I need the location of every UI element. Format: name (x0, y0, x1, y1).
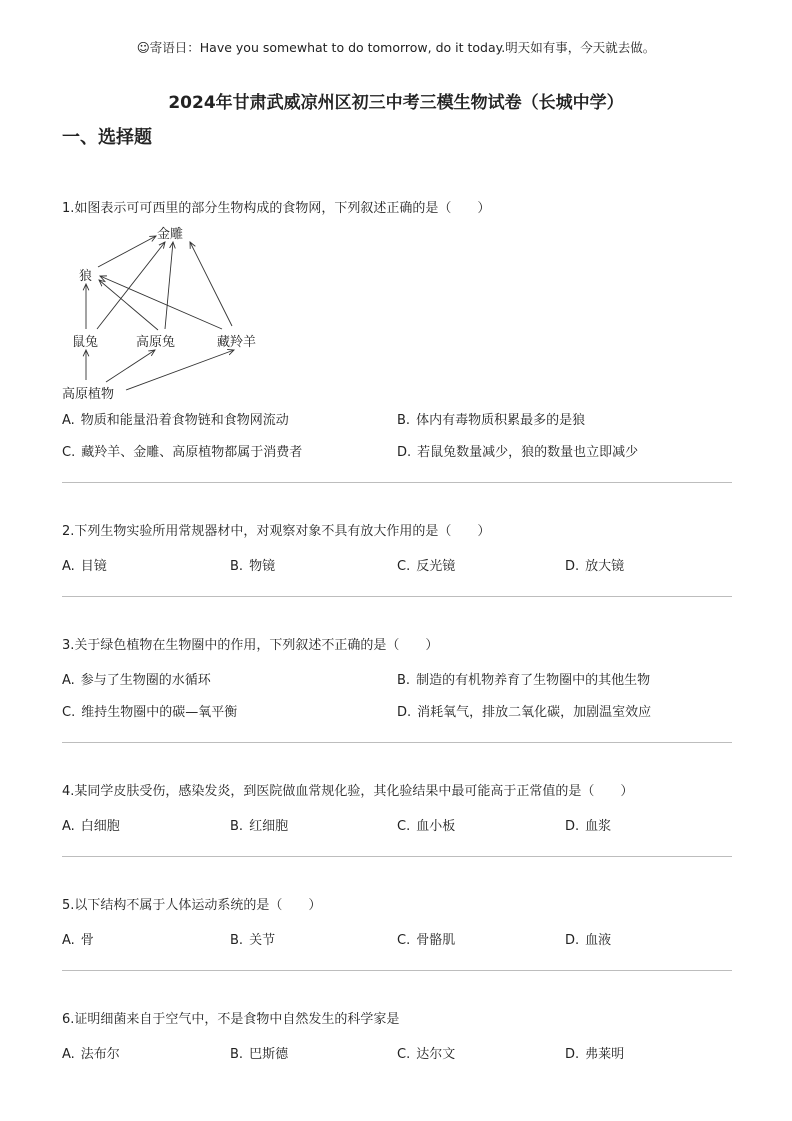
arrow-plant-to-hare (106, 350, 155, 382)
option-d[interactable]: D. 弗莱明 (565, 1047, 625, 1062)
option-a[interactable]: A. 法布尔 (62, 1047, 120, 1062)
question-1-options (62, 409, 732, 461)
option-b[interactable]: B. 关节 (230, 933, 276, 948)
option-c[interactable]: C. 藏羚羊、金雕、高原植物都属于消费者 (62, 445, 303, 460)
arrow-hare-to-eagle (165, 242, 173, 329)
question-stem: 2.下列生物实验所用常规器材中，对观察对象不具有放大作用的是（ ） (62, 524, 491, 539)
option-c[interactable]: C. 维持生物圈中的碳—氧平衡 (62, 705, 238, 720)
question-5 (62, 897, 732, 949)
arrow-wolf-to-eagle (98, 236, 156, 267)
question-stem: 6.证明细菌来自于空气中，不是食物中自然发生的科学家是 (62, 1012, 400, 1027)
arrow-hare-to-wolf (99, 280, 158, 330)
node-pika: 鼠兔 (72, 335, 99, 350)
option-c[interactable]: C. 血小板 (397, 819, 456, 834)
option-a[interactable]: A. 白细胞 (62, 819, 120, 834)
food-web-diagram (62, 222, 282, 407)
question-stem: 4.某同学皮肤受伤，感染发炎，到医院做血常规化验，其化验结果中最可能高于正常值的是（ ） (62, 784, 634, 799)
option-d[interactable]: D. 若鼠兔数量减少，狼的数量也立即减少 (397, 445, 639, 460)
option-c[interactable]: C. 反光镜 (397, 559, 456, 574)
arrow-pika-to-eagle (97, 242, 165, 329)
option-d[interactable]: D. 血浆 (565, 819, 612, 834)
option-a[interactable]: A. 目镜 (62, 559, 107, 574)
node-plateau-plant: 高原植物 (62, 387, 115, 402)
question-divider (62, 970, 732, 971)
option-b[interactable]: B. 物镜 (230, 559, 276, 574)
option-d[interactable]: D. 血液 (565, 933, 612, 948)
option-d[interactable]: D. 消耗氧气，排放二氧化碳，加剧温室效应 (397, 705, 652, 720)
option-b[interactable]: B. 巴斯德 (230, 1047, 289, 1062)
node-eagle: 金雕 (157, 227, 184, 242)
node-plateau-hare: 高原兔 (136, 335, 176, 350)
question-divider (62, 856, 732, 857)
node-tibetan-antelope: 藏羚羊 (217, 335, 257, 350)
node-wolf: 狼 (79, 269, 93, 284)
option-c[interactable]: C. 达尔文 (397, 1047, 456, 1062)
question-stem: 5.以下结构不属于人体运动系统的是（ ） (62, 898, 322, 913)
option-b[interactable]: B. 制造的有机物养育了生物圈中的其他生物 (397, 673, 651, 688)
option-b[interactable]: B. 红细胞 (230, 819, 289, 834)
exam-title: 2024年甘肃武威凉州区初三中考三模生物试卷（长城中学） (168, 93, 624, 113)
question-stem: 3.关于绿色植物在生物圈中的作用，下列叙述不正确的是（ ） (62, 638, 439, 653)
arrow-antelope-to-wolf (100, 276, 222, 329)
arrow-plant-to-antelope (126, 350, 234, 390)
question-stem: 1.如图表示可可西里的部分生物构成的食物网，下列叙述正确的是（ ） (62, 201, 491, 216)
section-title: 一、选择题 (62, 127, 152, 148)
question-divider (62, 596, 732, 597)
option-a[interactable]: A. 物质和能量沿着食物链和食物网流动 (62, 413, 289, 428)
motto-line: ☺寄语日：Have you somewhat to do tomorrow, do it today.明天如有事，今天就去做。 (136, 40, 656, 55)
question-divider (62, 742, 732, 743)
question-3 (62, 637, 732, 721)
option-b[interactable]: B. 体内有毒物质积累最多的是狼 (397, 413, 586, 428)
option-c[interactable]: C. 骨骼肌 (397, 933, 456, 948)
option-a[interactable]: A. 参与了生物圈的水循环 (62, 673, 211, 688)
question-1 (62, 200, 732, 218)
question-divider (62, 482, 732, 483)
option-a[interactable]: A. 骨 (62, 933, 94, 948)
arrow-antelope-to-eagle (190, 242, 232, 326)
question-4 (62, 783, 732, 835)
question-2 (62, 523, 732, 575)
option-d[interactable]: D. 放大镜 (565, 559, 625, 574)
question-6 (62, 1011, 732, 1063)
